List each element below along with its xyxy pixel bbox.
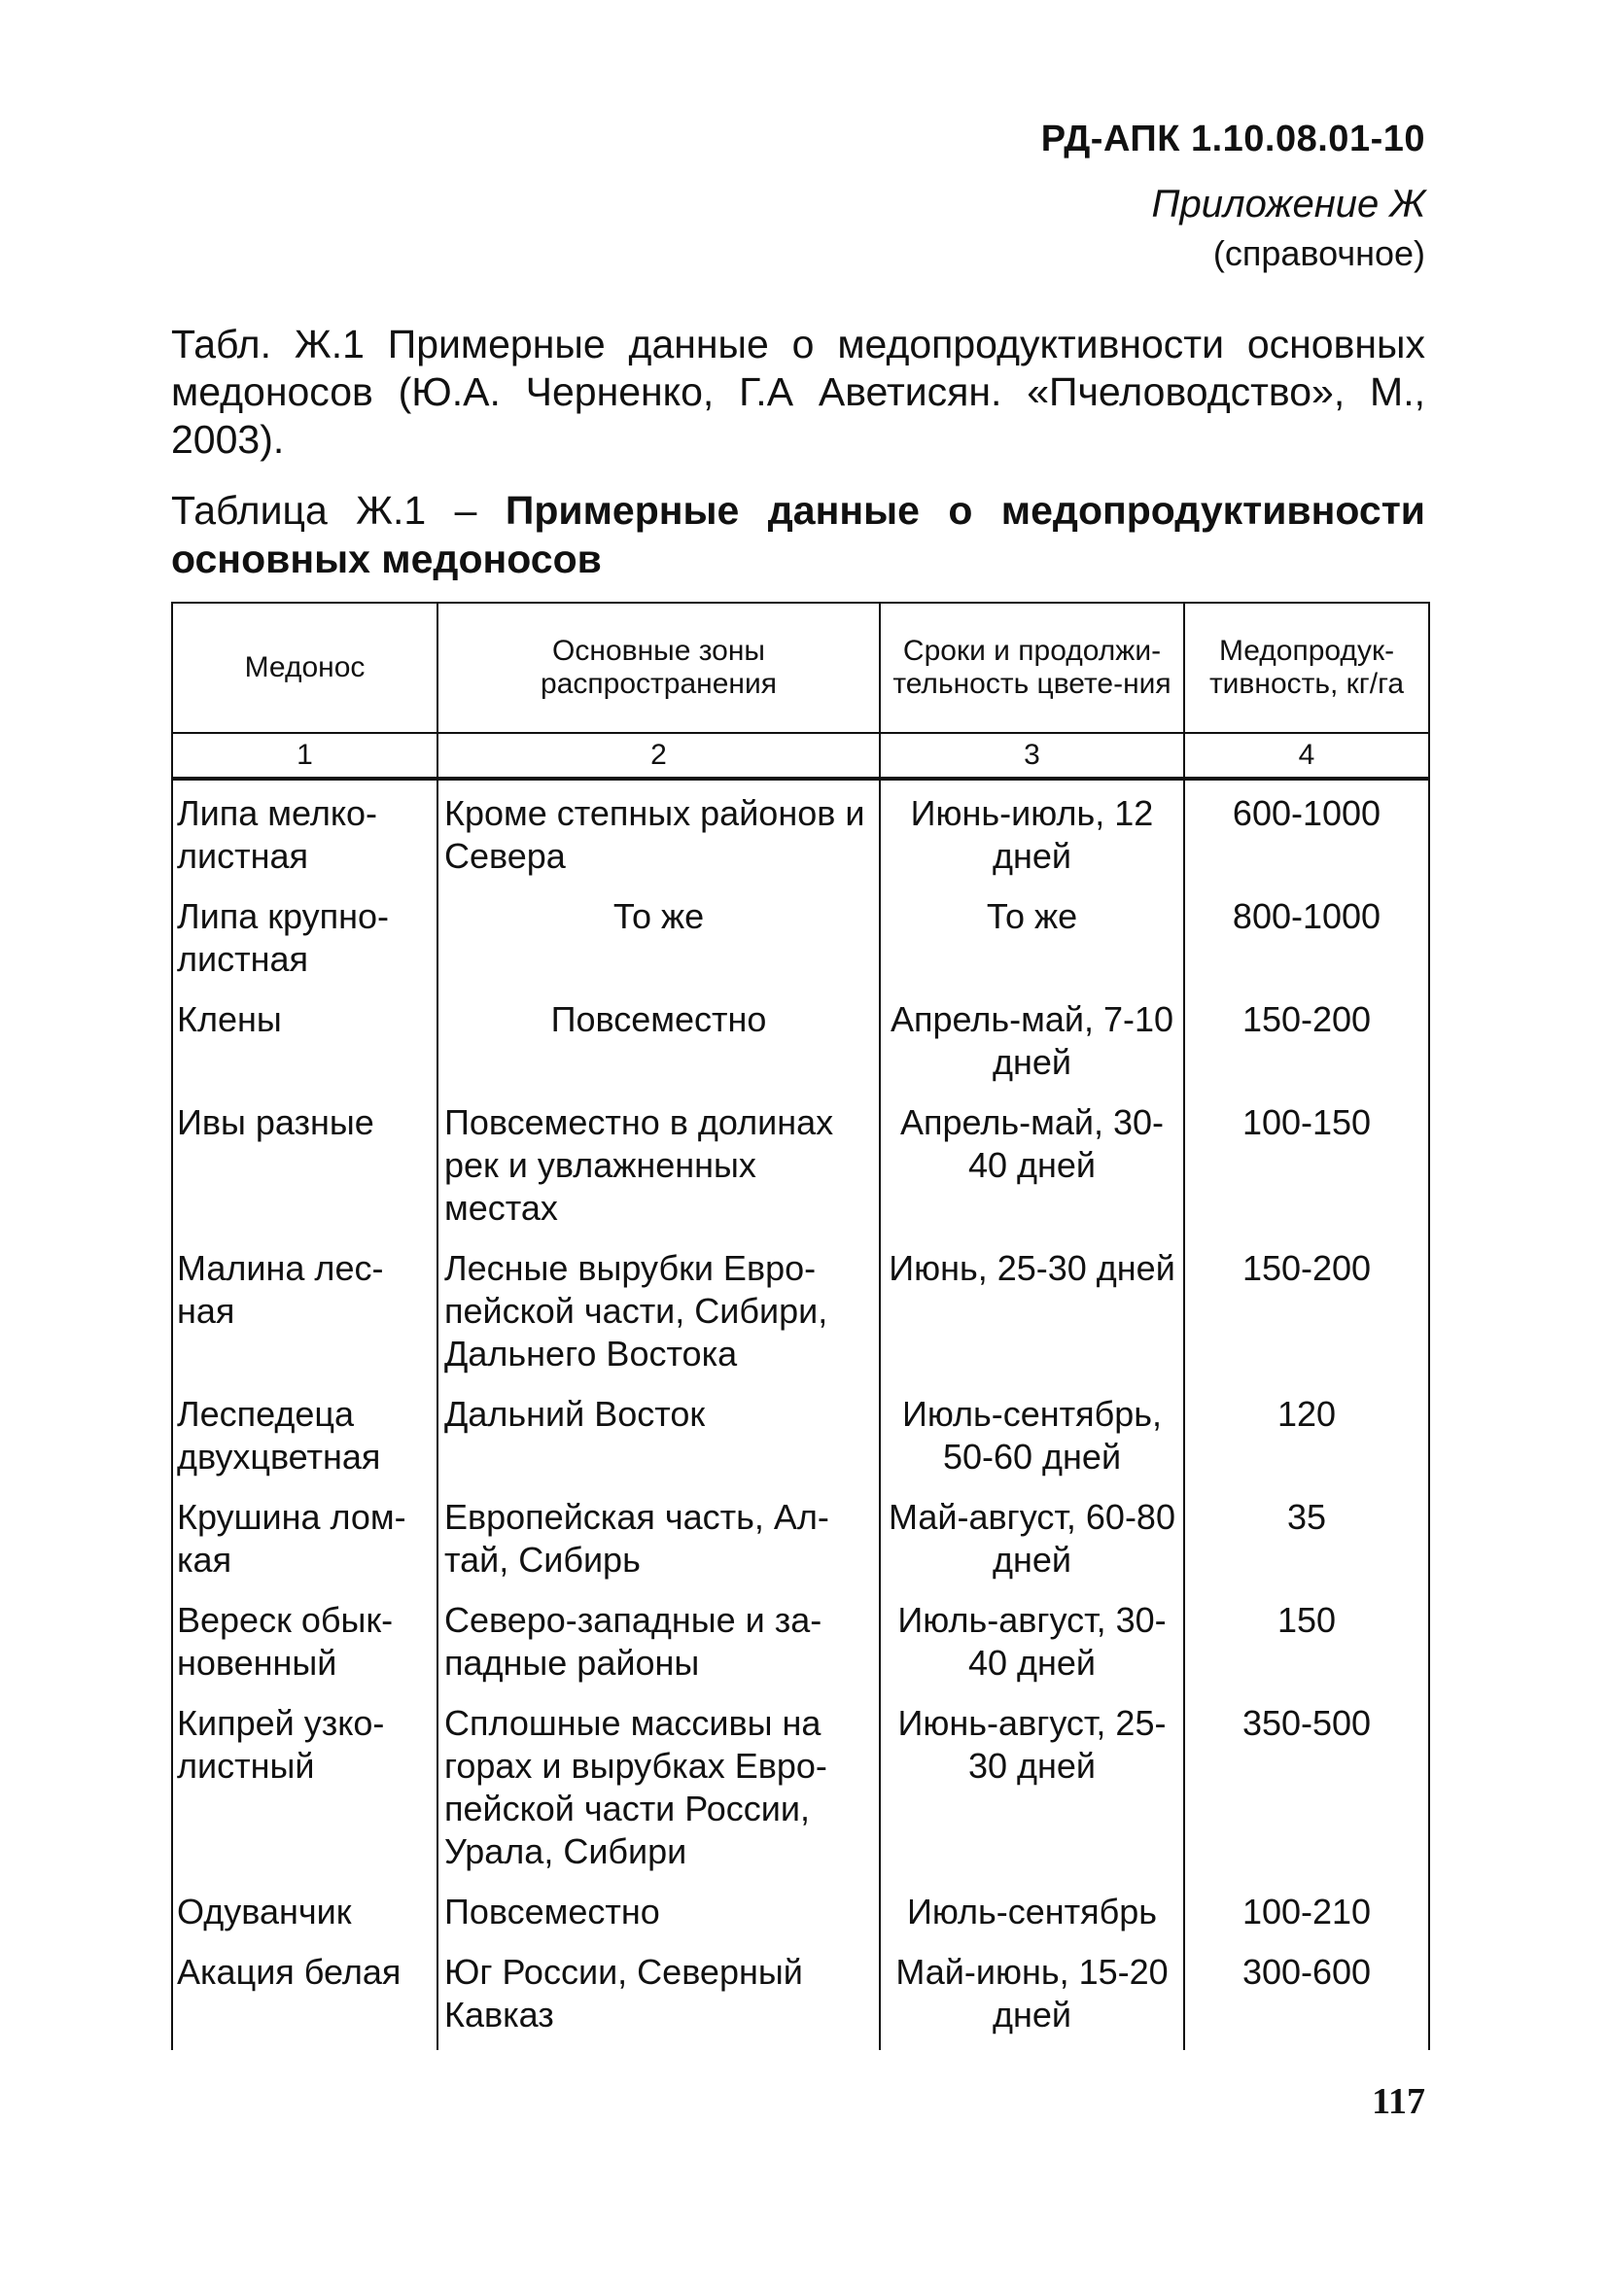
appendix-title: Приложение Ж (1151, 183, 1425, 226)
cell-plant: Липа мелко-листная (172, 779, 437, 884)
cell-productivity: 150-200 (1184, 1235, 1429, 1381)
cell-period: Июль-сентябрь, 50-60 дней (880, 1381, 1184, 1484)
cell-productivity: 100-210 (1184, 1879, 1429, 1939)
cell-zone: Юг России, Северный Кавказ (437, 1939, 880, 2050)
header-productivity: Медопродук-тивность, кг/га (1184, 603, 1429, 733)
cell-period: Июнь, 25-30 дней (880, 1235, 1184, 1381)
table-row (172, 1381, 1429, 1484)
column-number: 4 (1184, 733, 1429, 779)
cell-plant: Акация белая (172, 1939, 437, 2050)
table-row (172, 987, 1429, 1090)
cell-productivity: 100-150 (1184, 1090, 1429, 1235)
cell-plant: Кипрей узко-листный (172, 1690, 437, 1879)
table-title (171, 486, 1425, 583)
cell-period: Май-июнь, 15-20 дней (880, 1939, 1184, 2050)
cell-plant: Ивы разные (172, 1090, 437, 1235)
cell-plant: Крушина лом-кая (172, 1484, 437, 1587)
cell-period: Апрель-май, 30-40 дней (880, 1090, 1184, 1235)
table-header-row (172, 603, 1429, 733)
page-number: 117 (1372, 2081, 1425, 2122)
cell-productivity: 600-1000 (1184, 779, 1429, 884)
table-row (172, 1587, 1429, 1690)
cell-productivity: 150 (1184, 1587, 1429, 1690)
cell-period: Июнь-август, 25-30 дней (880, 1690, 1184, 1879)
cell-period: Июль-сентябрь (880, 1879, 1184, 1939)
cell-period: Май-август, 60-80 дней (880, 1484, 1184, 1587)
cell-zone: Дальний Восток (437, 1381, 880, 1484)
cell-productivity: 150-200 (1184, 987, 1429, 1090)
table-row (172, 884, 1429, 987)
column-number: 2 (437, 733, 880, 779)
cell-period: Июль-август, 30-40 дней (880, 1587, 1184, 1690)
cell-zone: Повсеместно в долинах рек и увлажненных местах (437, 1090, 880, 1235)
honey-plants-table-container (171, 602, 1428, 2050)
table-row (172, 1879, 1429, 1939)
cell-zone: То же (437, 884, 880, 987)
cell-zone: Кроме степных районов и Севера (437, 779, 880, 884)
cell-plant: Малина лес-ная (172, 1235, 437, 1381)
table-row (172, 1939, 1429, 2050)
cell-zone: Повсеместно (437, 1879, 880, 1939)
cell-productivity: 800-1000 (1184, 884, 1429, 987)
cell-zone: Сплошные массивы на горах и вырубках Евро-пейской части России, Урала, Сибири (437, 1690, 880, 1879)
table-row (172, 779, 1429, 884)
cell-period: То же (880, 884, 1184, 987)
cell-plant: Клены (172, 987, 437, 1090)
header-period: Сроки и продолжи-тельность цвете-ния (880, 603, 1184, 733)
appendix-note: (справочное) (1212, 233, 1425, 273)
header-zone: Основные зоны распространения (437, 603, 880, 733)
cell-zone: Лесные вырубки Евро-пейской части, Сибири, Дальнего Востока (437, 1235, 880, 1381)
cell-period: Июнь-июль, 12 дней (880, 779, 1184, 884)
column-number: 1 (172, 733, 437, 779)
honey-plants-table (171, 602, 1430, 2050)
cell-productivity: 120 (1184, 1381, 1429, 1484)
cell-productivity: 300-600 (1184, 1939, 1429, 2050)
cell-plant: Липа крупно-листная (172, 884, 437, 987)
table-body (172, 779, 1429, 2050)
column-number-row (172, 733, 1429, 779)
cell-zone: Северо-западные и за-падные районы (437, 1587, 880, 1690)
cell-productivity: 350-500 (1184, 1690, 1429, 1879)
column-number: 3 (880, 733, 1184, 779)
table-row (172, 1690, 1429, 1879)
cell-plant: Леспедеца двухцветная (172, 1381, 437, 1484)
table-title-prefix: Таблица Ж.1 – (171, 488, 506, 533)
header-plant: Медонос (172, 603, 437, 733)
table-row (172, 1235, 1429, 1381)
caption-intro: Табл. Ж.1 Примерные данные о медопродуктивности основных медоносов (Ю.А. Черненко, Г.А Аветисян. «Пчеловодство», М., 2003). (171, 322, 1425, 462)
cell-period: Апрель-май, 7-10 дней (880, 987, 1184, 1090)
table-row (172, 1484, 1429, 1587)
table-row (172, 1090, 1429, 1235)
cell-zone: Повсеместно (437, 987, 880, 1090)
cell-plant: Одуванчик (172, 1879, 437, 1939)
cell-productivity: 35 (1184, 1484, 1429, 1587)
table-title-bold: Примерные данные о медопродуктивности основных медоносов (171, 488, 1425, 581)
cell-zone: Европейская часть, Ал-тай, Сибирь (437, 1484, 880, 1587)
cell-plant: Вереск обык-новенный (172, 1587, 437, 1690)
document-code: РД-АПК 1.10.08.01-10 (1040, 119, 1425, 159)
